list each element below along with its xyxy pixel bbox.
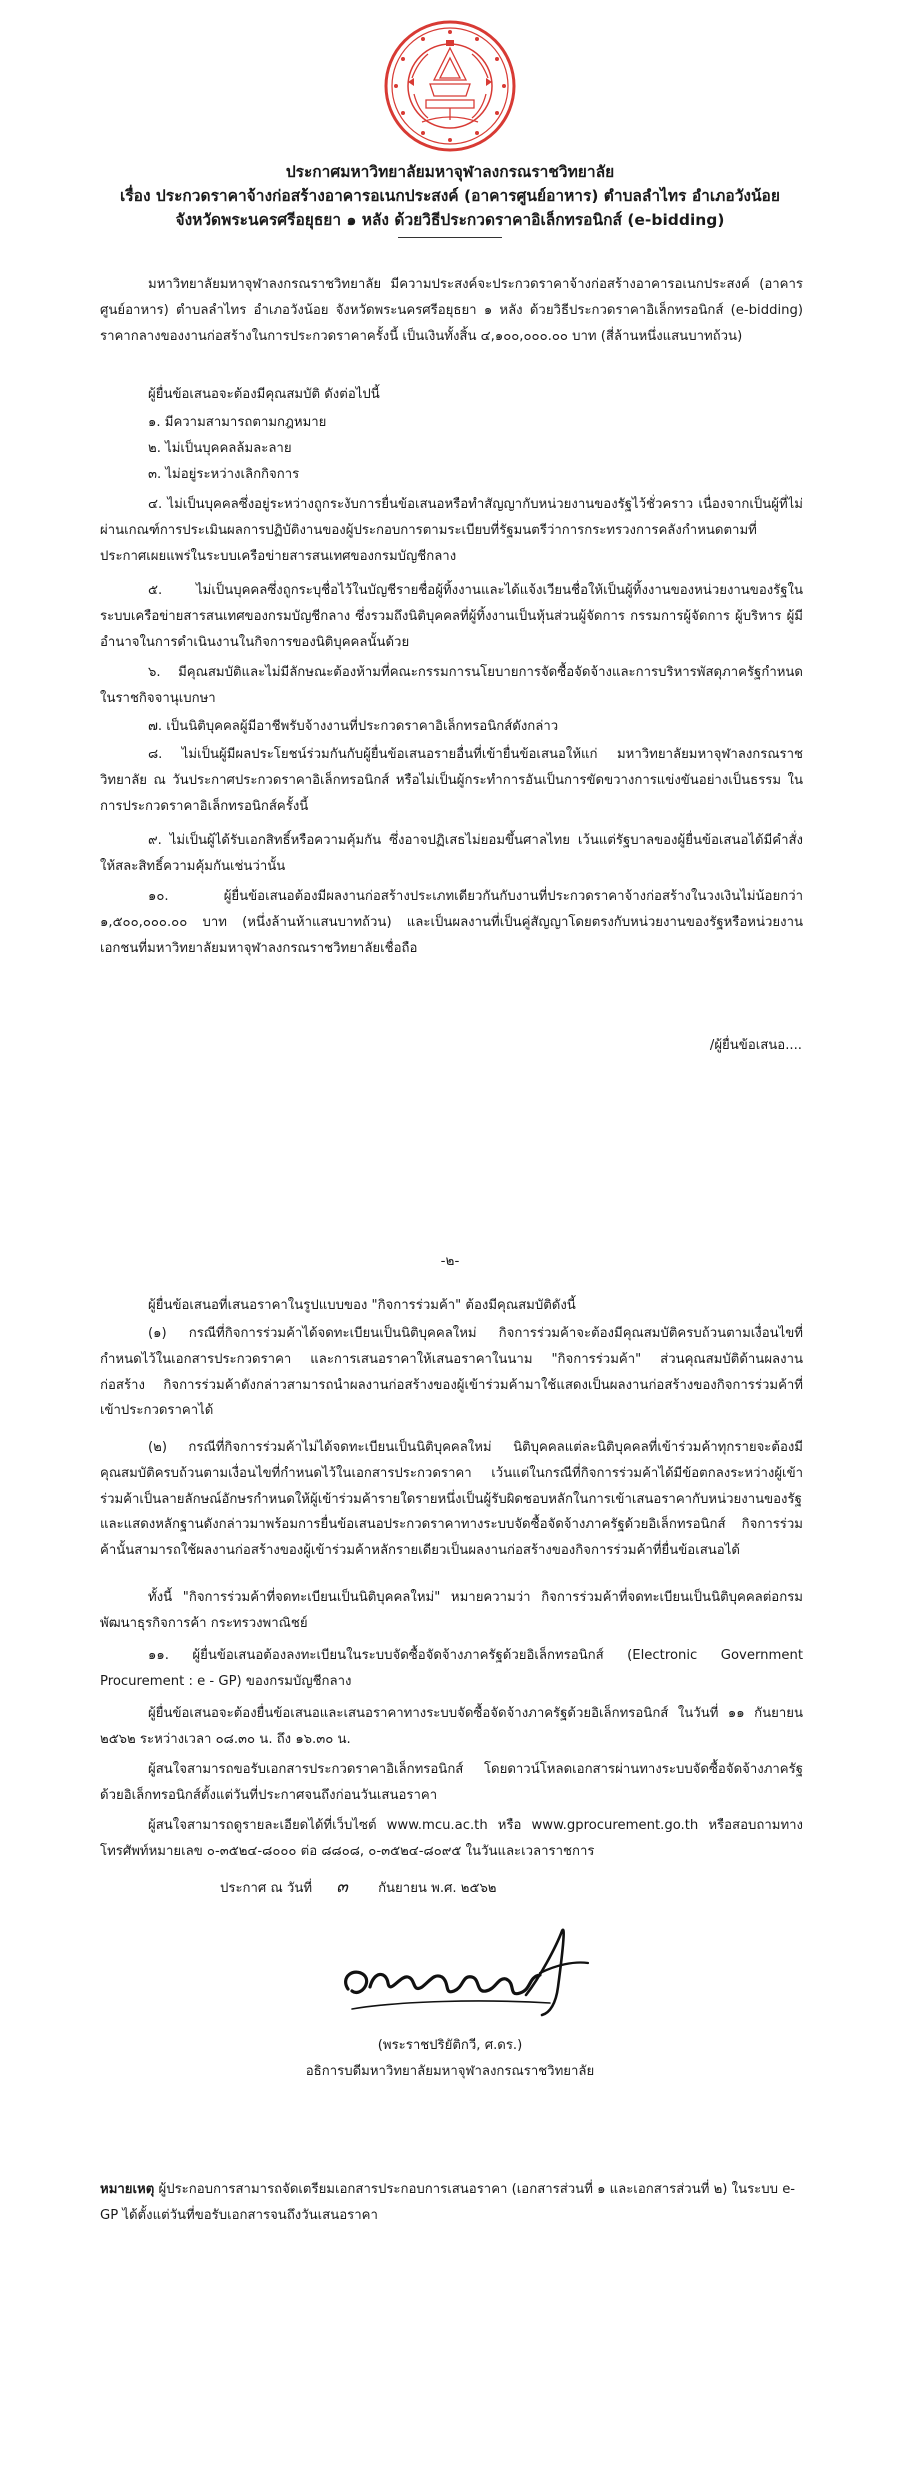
page-1 [0, 0, 900, 1165]
signer-title: อธิการบดีมหาวิทยาลัยมหาจุฬาลงกรณราชวิทยาลัย [305, 2064, 595, 2079]
page-number: -๒- [440, 1253, 460, 1269]
qualification-item: ๙. ไม่เป็นผู้ได้รับเอกสิทธิ์หรือความคุ้มกัน ซึ่งอาจปฏิเสธไม่ยอมขึ้นศาลไทย เว้นแต่รัฐบาลของผู้ยื่นข้อเสนอได้มีคำสั่งให้สละสิทธิ์ความคุ้มกันเช่นว่านั้น [100, 833, 803, 874]
title-divider [398, 237, 502, 238]
announce-prefix: ประกาศ ณ วันที่ [220, 1881, 313, 1896]
handwritten-signature [330, 1917, 610, 2027]
remark-label: หมายเหตุ [100, 2182, 155, 2197]
qualification-item: ๖. มีคุณสมบัติและไม่มีลักษณะต้องห้ามที่คณะกรรมการนโยบายการจัดซื้อจัดจ้างและการบริหารพัสดุภาครัฐกำหนดในราชกิจจานุเบกษา [100, 665, 803, 706]
qualification-item: ๑. มีความสามารถตามกฎหมาย [148, 415, 327, 430]
heading-line-2: เรื่อง ประกวดราคาจ้างก่อสร้างอาคารอเนกประสงค์ (อาคารศูนย์อาหาร) ตำบลลำไทร อำเภอวังน้อย [120, 187, 780, 205]
qualification-item: ๒. ไม่เป็นบุคคลล้มละลาย [148, 441, 292, 456]
joint-venture-item: (๑) กรณีที่กิจการร่วมค้าได้จดทะเบียนเป็นนิติบุคคลใหม่ กิจการร่วมค้าจะต้องมีคุณสมบัติครบถ้วนตามเงื่อนไขที่กำหนดไว้ในเอกสารประกวดราคา และการเสนอราคาให้เสนอราคาในนาม "กิจการร่วมค้า" ส่วนคุณสมบัติด้านผลงานก่อสร้าง กิจการร่วมค้าดังกล่าวสามารถนำผลงานก่อสร้างของผู้เข้าร่วมค้ามาใช้แสดงเป็นผลงานก่อสร้างของกิจการร่วมค้าที่เข้าประกวดราคาได้ [100, 1326, 803, 1419]
qualification-item: ๑๐. ผู้ยื่นข้อเสนอต้องมีผลงานก่อสร้างประเภทเดียวกันกับงานที่ประกวดราคาจ้างก่อสร้างในวงเงินไม่น้อยกว่า ๑,๕๐๐,๐๐๐.๐๐ บาท (หนึ่งล้านห้าแสนบาทถ้วน) และเป็นผลงานที่เป็นคู่สัญญาโดยตรงกับหน่วยงานของรัฐหรือหน่วยงานเอกชนที่มหาวิทยาลัยมหาจุฬาลงกรณราชวิทยาลัยเชื่อถือ [100, 889, 803, 956]
heading-line-1: ประกาศมหาวิทยาลัยมหาจุฬาลงกรณราชวิทยาลัย [285, 163, 615, 181]
submission-paragraph: ผู้ยื่นข้อเสนอจะต้องยื่นข้อเสนอและเสนอราคาทางระบบจัดซื้อจัดจ้างภาครัฐด้วยอิเล็กทรอนิกส์ ในวันที่ ๑๑ กันยายน ๒๕๖๒ ระหว่างเวลา ๐๘.๓๐ น. ถึง ๑๖.๓๐ น. [100, 1706, 803, 1747]
heading-line-3: จังหวัดพระนครศรีอยุธยา ๑ หลัง ด้วยวิธีประกวดราคาอิเล็กทรอนิกส์ (e-bidding) [175, 211, 725, 229]
contact-paragraph: ผู้สนใจสามารถดูรายละเอียดได้ที่เว็บไซต์ www.mcu.ac.th หรือ www.gprocurement.go.th หรือสอบถามทางโทรศัพท์หมายเลข ๐-๓๕๒๔-๘๐๐๐ ต่อ ๘๘๐๘, ๐-๓๕๒๔-๘๐๙๕ ในวันและเวลาราชการ [100, 1818, 803, 1859]
announcement-heading [60, 160, 840, 232]
announce-day: ๓ [336, 1877, 348, 1897]
continue-marker: /ผู้ยื่นข้อเสนอ.... [709, 1038, 802, 1053]
joint-venture-intro: ผู้ยื่นข้อเสนอที่เสนอราคาในรูปแบบของ "กิจการร่วมค้า" ต้องมีคุณสมบัติดังนี้ [148, 1298, 576, 1313]
intro-paragraph: มหาวิทยาลัยมหาจุฬาลงกรณราชวิทยาลัย มีความประสงค์จะประกวดราคาจ้างก่อสร้างอาคารอเนกประสงค์ (อาคารศูนย์อาหาร) ตำบลลำไทร อำเภอวังน้อย จังหวัดพระนครศรีอยุธยา ๑ หลัง ด้วยวิธีประกวดราคาอิเล็กทรอนิกส์ (e-bidding) ราคากลางของงานก่อสร้างในการประกวดราคาครั้งนี้ เป็นเงินทั้งสิ้น ๔,๑๐๐,๐๐๐.๐๐ บาท (สี่ล้านหนึ่งแสนบาทถ้วน) [100, 277, 803, 344]
qualification-item-11: ๑๑. ผู้ยื่นข้อเสนอต้องลงทะเบียนในระบบจัดซื้อจัดจ้างภาครัฐด้วยอิเล็กทรอนิกส์ (Electronic Government Procurement : e - GP) ของกรมบัญชีกลาง [100, 1648, 803, 1689]
qualification-item: ๘. ไม่เป็นผู้มีผลประโยชน์ร่วมกันกับผู้ยื่นข้อเสนอรายอื่นที่เข้ายื่นข้อเสนอให้แก่ มหาวิทยาลัยมหาจุฬาลงกรณราชวิทยาลัย ณ วันประกาศประกวดราคาอิเล็กทรอนิกส์ หรือไม่เป็นผู้กระทำการอันเป็นการขัดขวางการแข่งขันอย่างเป็นธรรม ในการประกวดราคาอิเล็กทรอนิกส์ครั้งนี้ [100, 747, 803, 814]
announcement-date [220, 1873, 497, 1900]
qualification-item: ๕. ไม่เป็นบุคคลซึ่งถูกระบุชื่อไว้ในบัญชีรายชื่อผู้ทิ้งงานและได้แจ้งเวียนชื่อให้เป็นผู้ทิ้งงานของหน่วยงานของรัฐในระบบเครือข่ายสารสนเทศของกรมบัญชีกลาง ซึ่งรวมถึงนิติบุคคลที่ผู้ทิ้งงานเป็นหุ้นส่วนผู้จัดการ กรรมการผู้จัดการ ผู้บริหาร ผู้มีอำนาจในการดำเนินงานในกิจการของนิติบุคคลนั้นด้วย [100, 583, 803, 650]
remark-note [100, 2177, 805, 2229]
joint-venture-item: (๒) กรณีที่กิจการร่วมค้าไม่ได้จดทะเบียนเป็นนิติบุคคลใหม่ นิติบุคคลแต่ละนิติบุคคลที่เข้าร่วมค้าทุกรายจะต้องมีคุณสมบัติครบถ้วนตามเงื่อนไขที่กำหนดไว้ในเอกสารประกวดราคา เว้นแต่ในกรณีที่กิจการร่วมค้าได้มีข้อตกลงระหว่างผู้เข้าร่วมค้าเป็นลายลักษณ์อักษรกำหนดให้ผู้เข้าร่วมค้ารายใดรายหนึ่งเป็นผู้รับผิดชอบหลักในการเข้าเสนอราคากับหน่วยงานของรัฐ และแสดงหลักฐานดังกล่าวมาพร้อมการยื่นข้อเสนอประกวดราคาทางระบบจัดซื้อจัดจ้างภาครัฐด้วยอิเล็กทรอนิกส์ กิจการร่วมค้านั้นสามารถใช้ผลงานก่อสร้างของผู้เข้าร่วมค้าหลักรายเดียวเป็นผลงานก่อสร้างของกิจการร่วมค้าที่ยื่นข้อเสนอได้ [100, 1440, 803, 1559]
qualification-item: ๗. เป็นนิติบุคคลผู้มีอาชีพรับจ้างงานที่ประกวดราคาอิเล็กทรอนิกส์ดังกล่าว [148, 719, 559, 734]
university-seal-logo [382, 18, 518, 154]
remark-text: ผู้ประกอบการสามารถจัดเตรียมเอกสารประกอบการเสนอราคา (เอกสารส่วนที่ ๑ และเอกสารส่วนที่ ๒) ในระบบ e-GP ได้ตั้งแต่วันที่ขอรับเอกสารจนถึงวันเสนอราคา [100, 2182, 796, 2223]
qualifications-intro: ผู้ยื่นข้อเสนอจะต้องมีคุณสมบัติ ดังต่อไปนี้ [148, 387, 380, 402]
announce-month-year: กันยายน พ.ศ. ๒๕๖๒ [378, 1881, 497, 1896]
document-purchase-paragraph: ผู้สนใจสามารถขอรับเอกสารประกวดราคาอิเล็กทรอนิกส์ โดยดาวน์โหลดเอกสารผ่านทางระบบจัดซื้อจัดจ้างภาครัฐด้วยอิเล็กทรอนิกส์ตั้งแต่วันที่ประกาศจนถึงก่อนวันเสนอราคา [100, 1762, 803, 1803]
signer-block [0, 2033, 900, 2085]
qualification-item: ๔. ไม่เป็นบุคคลซึ่งอยู่ระหว่างถูกระงับการยื่นข้อเสนอหรือทำสัญญากับหน่วยงานของรัฐไว้ชั่วคราว เนื่องจากเป็นผู้ที่ไม่ผ่านเกณฑ์การประเมินผลการปฏิบัติงานของผู้ประกอบการตามระเบียบที่รัฐมนตรีว่าการกระทรวงการคลังกำหนดตามที่ประกาศเผยแพร่ในระบบเครือข่ายสารสนเทศของกรมบัญชีกลาง [100, 497, 803, 564]
qualification-item: ๓. ไม่อยู่ระหว่างเลิกกิจการ [148, 467, 300, 482]
joint-venture-item: ทั้งนี้ "กิจการร่วมค้าที่จดทะเบียนเป็นนิติบุคคลใหม่" หมายความว่า กิจการร่วมค้าที่จดทะเบียนเป็นนิติบุคคลต่อกรมพัฒนาธุรกิจการค้า กระทรวงพาณิชย์ [100, 1590, 803, 1631]
signer-name: (พระราชปริยัติกวี, ศ.ดร.) [377, 2038, 523, 2053]
page-2 [0, 1165, 900, 2473]
